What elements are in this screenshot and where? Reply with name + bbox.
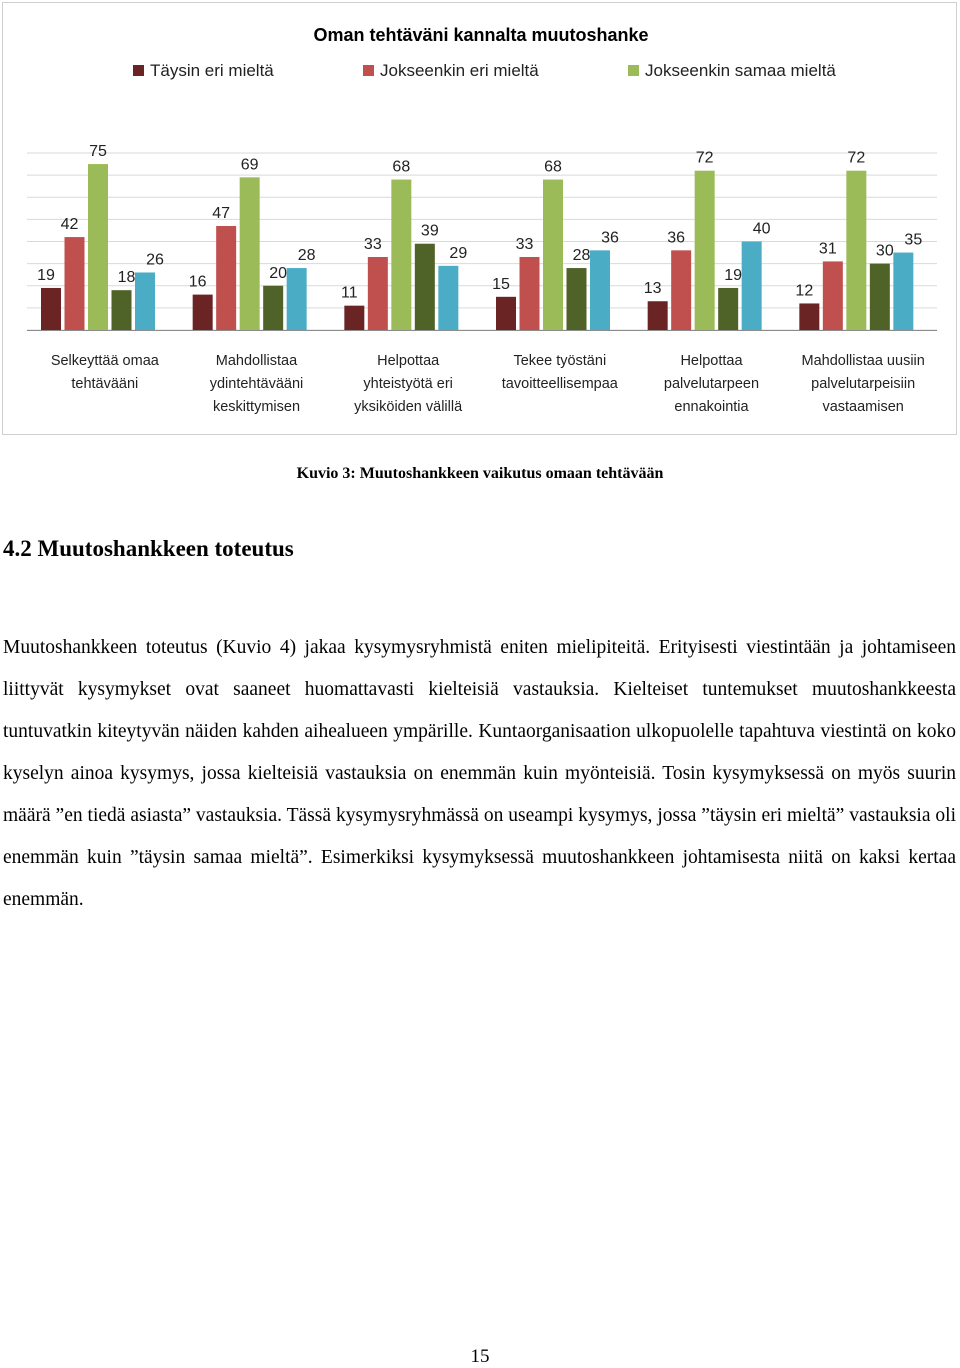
- bar: [41, 288, 61, 330]
- category-label: Helpottaa: [377, 353, 440, 369]
- category-label: ennakointia: [674, 399, 749, 415]
- data-label: 33: [515, 235, 534, 253]
- section-heading: 4.2 Muutoshankkeen toteutus: [3, 536, 294, 561]
- data-label: 40: [752, 220, 771, 238]
- figure-caption: Kuvio 3: Muutoshankkeen vaikutus omaan tehtävään: [296, 465, 664, 482]
- category-label: palvelutarpeen: [663, 376, 760, 392]
- bar: [112, 290, 132, 330]
- bar: [240, 177, 260, 330]
- category-label: tavoitteellisempaa: [501, 376, 618, 392]
- data-label: 72: [847, 149, 866, 167]
- data-label: 68: [544, 158, 562, 176]
- bar: [287, 268, 307, 330]
- bar: [823, 261, 843, 330]
- data-label: 16: [188, 273, 207, 291]
- data-label: 47: [212, 205, 231, 223]
- body-paragraph: Muutoshankkeen toteutus (Kuvio 4) jakaa kysymysryhmistä eniten mielipiteitä. Erityisesti viestintään ja johtamiseen liittyvät kysymykset ovat saaneet huomattavasti kielteisiä vastauksia. Kielteiset tuntemukset muutoshankkeesta tuntuvatkin kiteytyvän näiden kahden aihealueen ympärille. Kuntaorganisaation ulkopuolelle tapahtuva viestintä on koko kyselyn ainoa kysymys, jossa kielteisiä vastauksia on enemmän kuin myönteisiä. Tosin kysymyksessä on myös suurin määrä ”en tiedä asiasta” vastauksia. Tässä kysymysryhmässä on useampi kysymys, jossa ”täysin eri mieltä” vastauksia oli enemmän kuin ”täysin samaa mieltä”. Esimerkiksi kysymyksessä muutoshankkeen johtamisesta niitä on kaksi kertaa enemmän.: [3, 637, 956, 910]
- data-label: 18: [117, 269, 136, 287]
- bar: [590, 250, 610, 330]
- data-label: 36: [667, 229, 686, 247]
- legend-label-0: Täysin eri mieltä: [150, 61, 274, 80]
- data-label: 72: [695, 149, 714, 167]
- chart-title: Oman tehtäväni kannalta muutoshanke: [313, 25, 649, 45]
- category-label: ydintehtävääni: [209, 376, 304, 392]
- category-label: vastaamisen: [822, 399, 904, 415]
- bar-chart: [3, 3, 958, 436]
- data-label: 12: [795, 282, 814, 300]
- bar: [438, 266, 458, 330]
- data-label: 15: [492, 275, 510, 293]
- category-label: yhteistyötä eri: [363, 376, 453, 392]
- category-label: palvelutarpeisiin: [811, 376, 916, 392]
- category-label: Selkeyttää omaa: [50, 353, 159, 369]
- bar: [263, 286, 283, 330]
- legend-swatch-0: [133, 65, 144, 76]
- data-label: 26: [146, 251, 164, 269]
- bar: [520, 257, 540, 330]
- data-label: 30: [875, 242, 894, 260]
- page-number: 15: [470, 1346, 490, 1367]
- bar: [216, 226, 236, 330]
- legend-label-1: Jokseenkin eri mieltä: [380, 61, 539, 80]
- bar: [648, 301, 668, 330]
- data-label: 13: [643, 280, 662, 298]
- data-label: 20: [269, 264, 288, 282]
- category-label: Mahdollistaa: [215, 353, 298, 369]
- bar: [496, 297, 516, 330]
- bar: [391, 180, 411, 330]
- bar: [695, 171, 715, 330]
- bar: [344, 306, 364, 330]
- chart-container: [2, 2, 957, 435]
- data-label: 28: [572, 247, 591, 265]
- category-label: tehtävääni: [71, 376, 139, 392]
- category-label: keskittymisen: [212, 399, 301, 415]
- data-label: 29: [449, 244, 468, 262]
- data-label: 19: [37, 266, 55, 284]
- bar: [893, 253, 913, 330]
- bar: [846, 171, 866, 330]
- bar: [415, 244, 435, 330]
- legend-swatch-1: [363, 65, 374, 76]
- bar: [799, 303, 819, 330]
- bar: [718, 288, 738, 330]
- bar: [88, 164, 108, 330]
- bar: [65, 237, 85, 330]
- data-label: 36: [601, 229, 619, 247]
- data-label: 28: [297, 247, 316, 265]
- bar: [567, 268, 587, 330]
- data-label: 19: [724, 266, 743, 284]
- data-label: 35: [904, 231, 923, 249]
- bar: [543, 180, 563, 330]
- data-label: 39: [420, 222, 439, 240]
- bar: [870, 264, 890, 330]
- data-label: 69: [240, 156, 259, 174]
- data-label: 42: [60, 216, 79, 234]
- category-label: Tekee työstäni: [513, 353, 607, 369]
- data-label: 68: [392, 158, 411, 176]
- data-label: 33: [363, 235, 382, 253]
- bar: [193, 295, 213, 330]
- data-label: 11: [341, 284, 358, 302]
- bar: [135, 272, 155, 330]
- data-label: 75: [89, 143, 107, 161]
- legend-swatch-2: [628, 65, 639, 76]
- bar: [368, 257, 388, 330]
- legend-label-2: Jokseenkin samaa mieltä: [645, 61, 836, 80]
- bar: [671, 250, 691, 330]
- category-label: Helpottaa: [680, 353, 743, 369]
- category-label: Mahdollistaa uusiin: [801, 353, 925, 369]
- data-label: 31: [818, 240, 837, 258]
- bar: [742, 242, 762, 331]
- category-label: yksiköiden välillä: [354, 399, 463, 415]
